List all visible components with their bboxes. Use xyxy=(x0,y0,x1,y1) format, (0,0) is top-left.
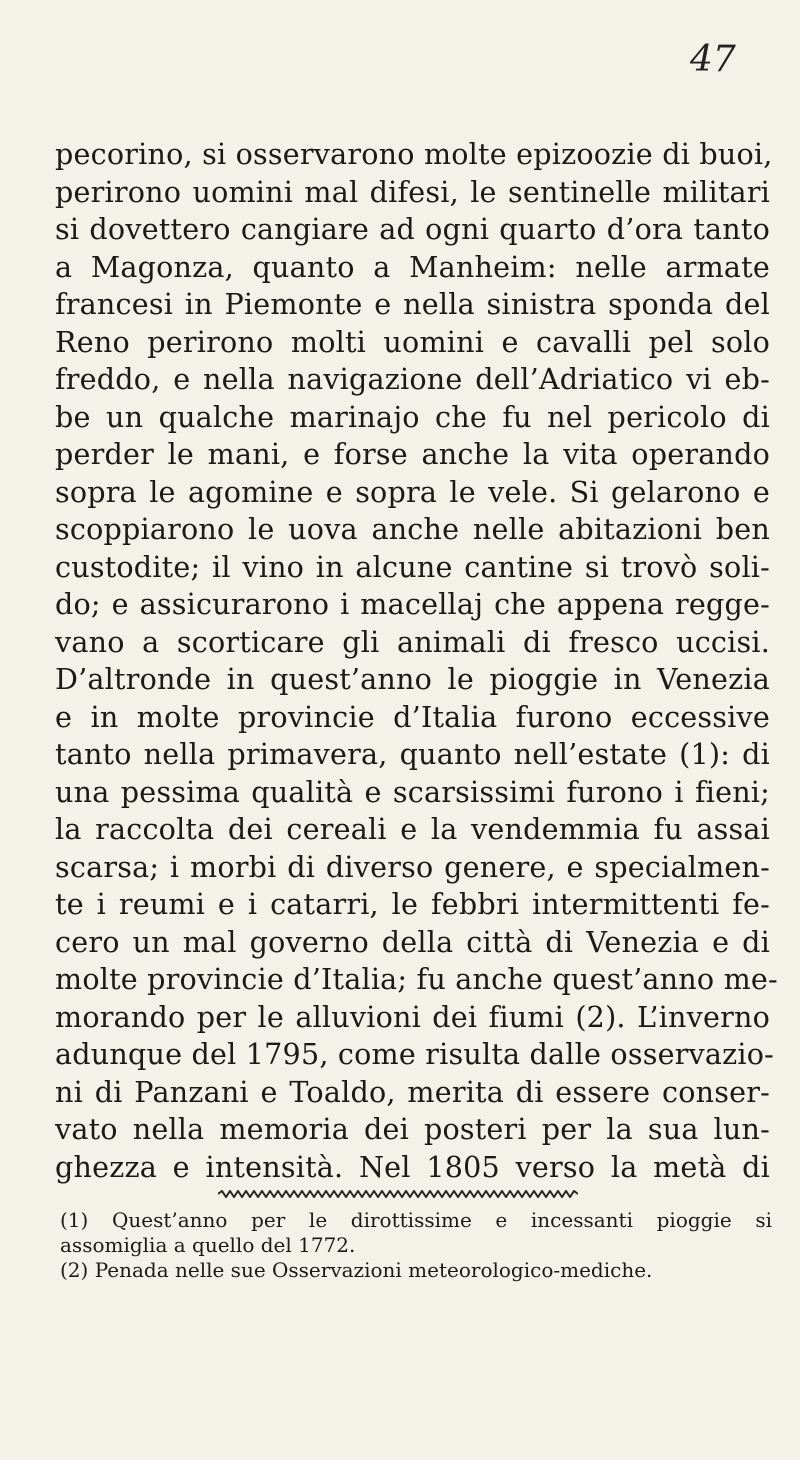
page-number: 47 xyxy=(690,39,736,80)
text-line: scarsa; i morbi di diverso genere, e specialmen- xyxy=(55,849,770,884)
text-line: freddo, e nella navigazione dell’Adriatico vi eb- xyxy=(55,362,770,396)
text-line: scoppiarono le uova anche nelle abitazioni ben xyxy=(55,512,770,546)
text-line: la raccolta dei cereali e la vendemmia fu assai xyxy=(55,812,770,846)
text-line: adunque del 1795, come risulta dalle osservazio- xyxy=(55,1037,775,1071)
text-line: vato nella memoria dei posteri per la sua lun- xyxy=(55,1112,770,1146)
text-line: ghezza e intensità. Nel 1805 verso la metà di xyxy=(55,1149,770,1184)
text-line: cero un mal governo della città di Venezia e di xyxy=(55,924,770,959)
text-line: vano a scorticare gli animali di fresco uccisi. xyxy=(55,624,770,659)
footnote-line: (1) Quest’anno per le dirottissime e incessanti pioggie si xyxy=(60,1208,772,1232)
text-line: perder le mani, e forse anche la vita operando xyxy=(55,437,770,471)
text-line: custodite; il vino in alcune cantine si trovò soli- xyxy=(55,549,770,584)
text-line: molte provincie d’Italia; fu anche quest’anno me- xyxy=(55,962,778,996)
text-line: perirono uomini mal difesi, le sentinelle militari xyxy=(55,174,770,209)
text-line: be un qualche marinajo che fu nel pericolo di xyxy=(55,399,770,434)
text-line: sopra le agomine e sopra le vele. Si gelarono e xyxy=(55,474,770,509)
footnote-line: assomiglia a quello del 1772. xyxy=(60,1233,356,1257)
text-line: si dovettero cangiare ad ogni quarto d’ora tanto xyxy=(55,212,770,246)
text-line: e in molte provincie d’Italia furono eccessive xyxy=(55,699,770,734)
text-line: francesi in Piemonte e nella sinistra sponda del xyxy=(55,287,770,321)
text-line: D’altronde in quest’anno le pioggie in Venezia xyxy=(55,662,770,696)
footnotes xyxy=(60,1208,772,1283)
text-line: te i reumi e i catarri, le febbri intermittenti fe- xyxy=(55,887,770,921)
main-text xyxy=(55,136,778,1186)
text-line: morando per le alluvioni dei fiumi (2). L’inverno xyxy=(55,999,770,1034)
ornamental-rule-icon xyxy=(218,1190,578,1198)
text-line: do; e assicurarono i macellaj che appena regge- xyxy=(55,587,770,621)
text-line: pecorino, si osservarono molte epizoozie di buoi, xyxy=(55,137,773,171)
ornamental-rule xyxy=(218,1190,578,1198)
text-line: a Magonza, quanto a Manheim: nelle armate xyxy=(55,249,770,284)
text-line: Reno perirono molti uomini e cavalli pel solo xyxy=(55,324,770,359)
footnote-line: (2) Penada nelle sue Osservazioni meteorologico-mediche. xyxy=(60,1258,653,1282)
text-line: ni di Panzani e Toaldo, merita di essere conser- xyxy=(55,1074,770,1109)
text-line: una pessima qualità e scarsissimi furono i fieni; xyxy=(55,774,770,809)
text-line: tanto nella primavera, quanto nell’estate (1): di xyxy=(55,737,770,771)
